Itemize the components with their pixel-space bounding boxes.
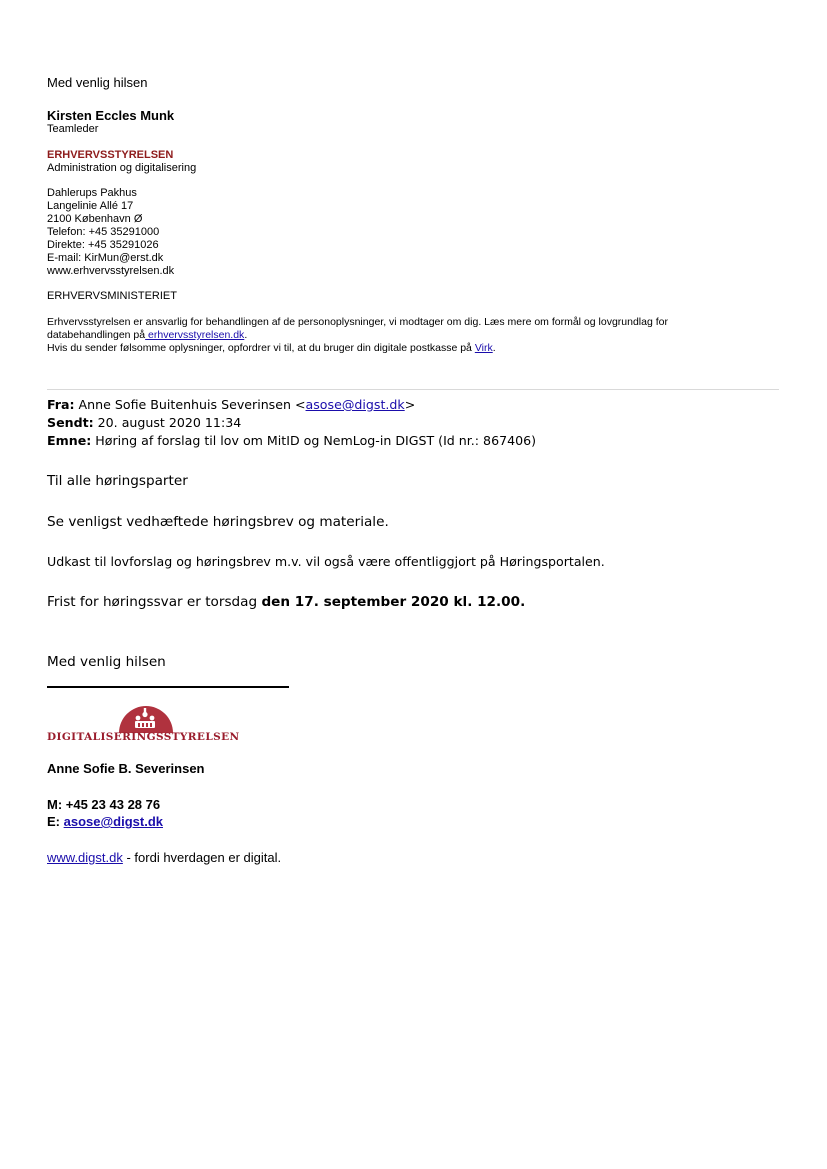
signer-email-link[interactable]: asose@digst.dk	[63, 814, 163, 829]
privacy-text: .	[492, 342, 496, 354]
email-line: E-mail: KirMun@erst.dk	[47, 252, 164, 264]
signer-email-label: E:	[47, 814, 64, 829]
signature-rule	[47, 686, 289, 688]
logo-wordmark: DIGITALISERINGSSTYRELSEN	[47, 731, 240, 743]
ministry-name: ERHVERVSMINISTERIET	[47, 290, 177, 302]
salutation: Til alle høringsparter	[47, 473, 188, 489]
sent-line	[47, 415, 241, 430]
privacy-text: Hvis du sender følsomme oplysninger, opfordrer vi til, at du bruger din digitale postkasse på	[47, 342, 475, 354]
address-line: 2100 København Ø	[47, 213, 143, 225]
address-line: Dahlerups Pakhus	[47, 187, 137, 199]
closing: Med venlig hilsen	[47, 654, 166, 670]
from-line	[47, 397, 415, 412]
privacy-line-3	[47, 342, 496, 355]
sent-value: 20. august 2020 11:34	[93, 415, 242, 430]
from-end: >	[404, 397, 416, 412]
tagline: - fordi hverdagen er digital.	[122, 850, 282, 865]
phone-line: Telefon: +45 35291000	[47, 226, 160, 238]
privacy-line-2	[47, 329, 247, 342]
dept-name: Administration og digitalisering	[47, 162, 197, 174]
web-line: www.erhvervsstyrelsen.dk	[47, 265, 175, 277]
digst-logo	[47, 703, 247, 747]
erhvervsstyrelsen-link[interactable]: erhvervsstyrelsen.dk	[145, 329, 245, 341]
deadline-date: den 17. september 2020 kl. 12.00.	[261, 594, 526, 610]
signer-name: Anne Sofie B. Severinsen	[47, 761, 205, 776]
privacy-text: databehandlingen på	[47, 329, 146, 341]
direct-line: Direkte: +45 35291026	[47, 239, 159, 251]
body-line-1: Se venligst vedhæftede høringsbrev og materiale.	[47, 514, 389, 530]
body-line-2: Udkast til lovforslag og høringsbrev m.v. vil også være offentliggjort på Høringsportalen.	[47, 554, 605, 569]
deadline-text: Frist for høringssvar er torsdag	[47, 594, 262, 610]
deadline-line	[47, 594, 525, 610]
signer-web-line	[47, 850, 281, 865]
greeting: Med venlig hilsen	[47, 75, 148, 90]
signer-mobile: M: +45 23 43 28 76	[47, 797, 161, 812]
address-line: Langelinie Allé 17	[47, 200, 134, 212]
from-value: Anne Sofie Buitenhuis Severinsen <	[74, 397, 306, 412]
signer-email-line	[47, 814, 163, 829]
subject-label: Emne:	[47, 433, 92, 448]
privacy-line-1: Erhvervsstyrelsen er ansvarlig for behandlingen af de personoplysninger, vi modtager om dig. Læs mere om formål og lovgrundlag for	[47, 316, 668, 328]
sender-role: Teamleder	[47, 123, 99, 135]
subject-line	[47, 433, 536, 448]
from-email-link[interactable]: asose@digst.dk	[305, 397, 405, 412]
sender-name: Kirsten Eccles Munk	[47, 108, 175, 123]
virk-link[interactable]: Virk	[474, 342, 493, 354]
org-name: ERHVERVSSTYRELSEN	[47, 149, 174, 161]
subject-value: Høring af forslag til lov om MitID og NemLog-in DIGST (Id nr.: 867406)	[91, 433, 537, 448]
digst-web-link[interactable]: www.digst.dk	[47, 850, 123, 865]
sent-label: Sendt:	[47, 415, 94, 430]
from-label: Fra:	[47, 397, 75, 412]
divider	[47, 389, 779, 390]
privacy-text: .	[244, 329, 248, 341]
